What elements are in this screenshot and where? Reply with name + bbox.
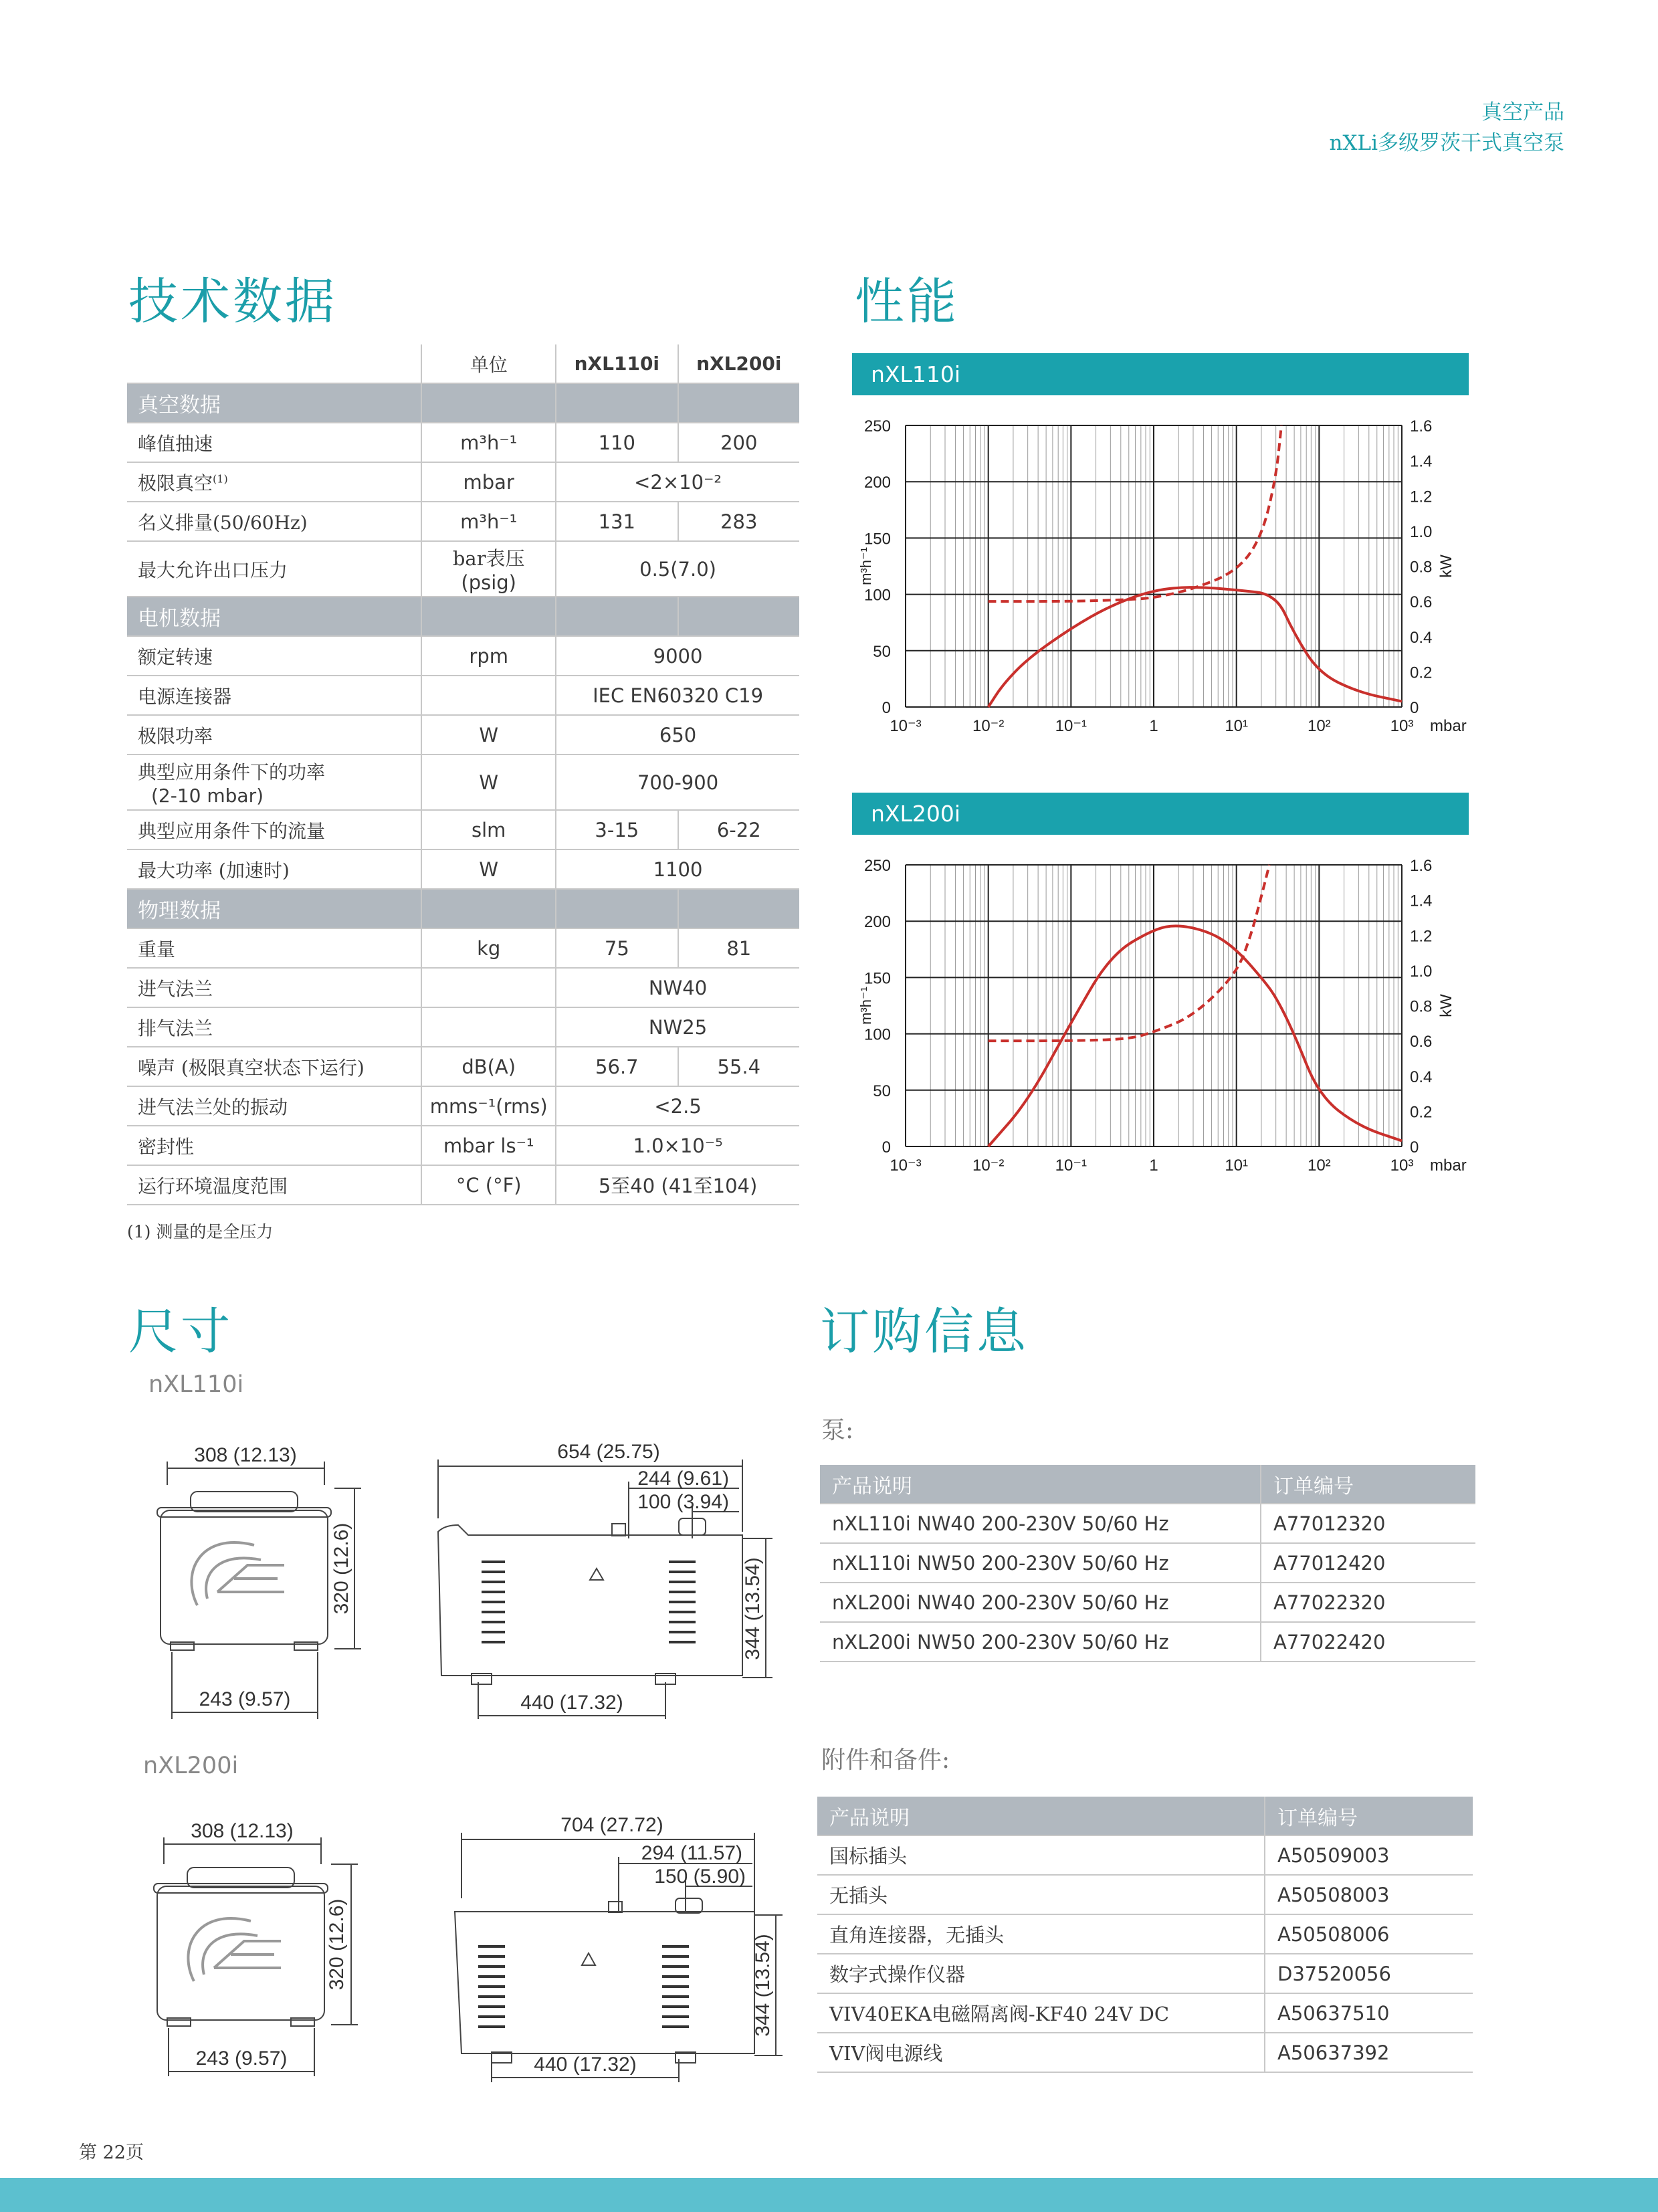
order-accessories-label: 附件和备件: <box>821 1746 950 1774</box>
x-tick-label: 10¹ <box>1225 717 1249 735</box>
drawing-110-side <box>428 1431 789 1719</box>
spec-row <box>127 968 799 1007</box>
spec-row <box>127 541 799 597</box>
x-tick-label: 10⁻¹ <box>1055 1157 1087 1175</box>
dim-offset-1: 294 (11.57) <box>641 1842 742 1864</box>
x-tick-label: 10⁻³ <box>890 1157 922 1175</box>
order-row <box>820 1504 1475 1543</box>
spec-value: NW25 <box>556 1007 799 1047</box>
y2-tick-label: 1.2 <box>1410 488 1433 506</box>
y-tick-label: 100 <box>863 1025 891 1044</box>
spec-row <box>127 462 799 502</box>
title-performance: 性能 <box>855 273 959 330</box>
spec-label: 密封性 <box>127 1126 421 1165</box>
pumping-speed-curve <box>989 587 1402 707</box>
order-desc: 国标插头 <box>817 1835 1265 1875</box>
y2-tick-label: 0 <box>1410 1138 1419 1157</box>
spec-value: 110 <box>556 423 678 462</box>
spec-unit: kg <box>421 928 556 968</box>
order-desc: nXL200i NW40 200-230V 50/60 Hz <box>820 1583 1261 1622</box>
title-ordering: 订购信息 <box>820 1303 1029 1361</box>
order-code: A50508003 <box>1265 1875 1473 1914</box>
dim-width: 308 (12.13) <box>194 1444 297 1466</box>
x-tick-label: 1 <box>1149 1157 1158 1175</box>
spec-value: 283 <box>678 502 799 541</box>
y-axis-label: m³h⁻¹ <box>857 547 874 585</box>
spec-head-200: nXL200i <box>678 344 799 383</box>
spec-table <box>127 344 799 1205</box>
order-row <box>820 1543 1475 1583</box>
spec-label: 进气法兰 <box>127 968 421 1007</box>
order-code: A77012320 <box>1261 1504 1475 1543</box>
order-row <box>820 1622 1475 1662</box>
spec-label: 噪声 (极限真空状态下运行) <box>127 1047 421 1086</box>
dim-side-height: 344 (13.54) <box>752 1934 774 2037</box>
spec-row <box>127 1047 799 1086</box>
pumping-speed-curve <box>989 926 1402 1146</box>
y-tick-label: 50 <box>873 1082 891 1100</box>
spec-label: 峰值抽速 <box>127 423 421 462</box>
spec-value: 75 <box>556 928 678 968</box>
order-head-desc: 产品说明 <box>817 1797 1265 1835</box>
y-tick-label: 150 <box>863 530 891 548</box>
spec-label: 极限功率 <box>127 715 421 755</box>
y2-tick-label: 1.6 <box>1410 417 1433 435</box>
spec-label: 名义排量(50/60Hz) <box>127 502 421 541</box>
spec-label: 进气法兰处的振动 <box>127 1086 421 1126</box>
spec-value: 1100 <box>556 849 799 889</box>
x-tick-label: 10⁻² <box>972 1157 1005 1175</box>
power-curve <box>989 425 1281 601</box>
x-axis-label: mbar <box>1430 717 1467 735</box>
order-code: A50509003 <box>1265 1835 1473 1875</box>
dims-model-110: nXL110i <box>148 1371 244 1398</box>
spec-unit: m³h⁻¹ <box>421 502 556 541</box>
chart-title-110: nXL110i <box>852 353 1469 395</box>
dim-foot: 440 (17.32) <box>534 2053 637 2076</box>
y2-tick-label: 0.6 <box>1410 1033 1433 1051</box>
y2-tick-label: 1.4 <box>1410 452 1433 471</box>
y-tick-label: 0 <box>882 1138 891 1157</box>
order-code: A50637510 <box>1265 1993 1473 2033</box>
spec-row <box>127 755 799 810</box>
spec-row <box>127 1086 799 1126</box>
title-dimensions: 尺寸 <box>128 1303 233 1361</box>
group-motor: 电机数据 <box>127 597 421 636</box>
x-tick-label: 10³ <box>1390 1157 1414 1175</box>
spec-row <box>127 1126 799 1165</box>
spec-unit: m³h⁻¹ <box>421 423 556 462</box>
order-desc: nXL200i NW50 200-230V 50/60 Hz <box>820 1622 1261 1662</box>
order-accessories-table <box>817 1797 1473 2073</box>
dim-foot: 440 (17.32) <box>520 1692 623 1714</box>
x-tick-label: 1 <box>1149 717 1158 735</box>
y2-tick-label: 0.8 <box>1410 997 1433 1016</box>
dim-length: 654 (25.75) <box>557 1441 660 1463</box>
order-code: A50508006 <box>1265 1914 1473 1954</box>
spec-value: 55.4 <box>678 1047 799 1086</box>
spec-value: 56.7 <box>556 1047 678 1086</box>
spec-unit: rpm <box>421 636 556 676</box>
order-pumps-table <box>820 1465 1475 1662</box>
dim-side-height: 344 (13.54) <box>742 1557 764 1660</box>
order-head-code: 订单编号 <box>1265 1797 1473 1835</box>
spec-row <box>127 715 799 755</box>
x-tick-label: 10² <box>1307 717 1331 735</box>
page-number: 第 22页 <box>79 2142 144 2163</box>
performance-chart-nxl200i <box>852 841 1481 1189</box>
order-row <box>817 1954 1473 1993</box>
spec-value: 1.0×10⁻⁵ <box>556 1126 799 1165</box>
spec-value: 5至40 (41至104) <box>556 1165 799 1205</box>
spec-unit <box>421 1007 556 1047</box>
title-tech-data: 技术数据 <box>128 273 337 330</box>
chart-title-200: nXL200i <box>852 793 1469 835</box>
y-tick-label: 250 <box>863 417 891 435</box>
spec-row <box>127 676 799 715</box>
y-tick-label: 200 <box>863 474 891 492</box>
spec-unit: mms⁻¹(rms) <box>421 1086 556 1126</box>
dim-height: 320 (12.6) <box>330 1522 352 1615</box>
x-tick-label: 10³ <box>1390 717 1414 735</box>
order-head-row <box>820 1465 1475 1504</box>
group-vacuum: 真空数据 <box>127 383 421 423</box>
footer-bar <box>0 2178 1658 2212</box>
spec-unit <box>421 968 556 1007</box>
spec-value: 200 <box>678 423 799 462</box>
dim-width: 308 (12.13) <box>191 1820 294 1842</box>
order-desc: 无插头 <box>817 1875 1265 1914</box>
x-tick-label: 10⁻² <box>972 717 1005 735</box>
order-desc: VIV40EKA电磁隔离阀-KF40 24V DC <box>817 1993 1265 2033</box>
drawing-200-front <box>134 1814 415 2082</box>
dim-offset-1: 244 (9.61) <box>637 1468 729 1490</box>
order-row <box>817 1875 1473 1914</box>
spec-label: 重量 <box>127 928 421 968</box>
spec-label: 典型应用条件下的流量 <box>127 810 421 849</box>
performance-chart-nxl110i <box>852 401 1481 749</box>
order-code: A77022420 <box>1261 1622 1475 1662</box>
order-code: A50637392 <box>1265 2033 1473 2072</box>
spec-unit <box>421 676 556 715</box>
spec-value: <2×10⁻² <box>556 462 799 502</box>
header-category: 真空产品 <box>1481 100 1564 124</box>
dim-offset-2: 150 (5.90) <box>654 1866 746 1888</box>
spec-label: 最大功率 (加速时) <box>127 849 421 889</box>
spec-unit: W <box>421 849 556 889</box>
y-axis-label: m³h⁻¹ <box>857 987 874 1025</box>
spec-label: 额定转速 <box>127 636 421 676</box>
spec-label: 最大允许出口压力 <box>127 541 421 597</box>
order-head-code: 订单编号 <box>1261 1465 1475 1504</box>
order-code: A77012420 <box>1261 1543 1475 1583</box>
order-row <box>817 1835 1473 1875</box>
dim-base: 243 (9.57) <box>199 1688 291 1710</box>
x-tick-label: 10¹ <box>1225 1157 1249 1175</box>
y2-tick-label: 0 <box>1410 699 1419 717</box>
spec-label: 电源连接器 <box>127 676 421 715</box>
y2-tick-label: 1.6 <box>1410 857 1433 875</box>
spec-unit: slm <box>421 810 556 849</box>
spec-unit: W <box>421 715 556 755</box>
y-tick-label: 250 <box>863 857 891 875</box>
spec-value: 81 <box>678 928 799 968</box>
order-desc: nXL110i NW50 200-230V 50/60 Hz <box>820 1543 1261 1583</box>
order-desc: nXL110i NW40 200-230V 50/60 Hz <box>820 1504 1261 1543</box>
spec-row <box>127 849 799 889</box>
y2-tick-label: 0.2 <box>1410 1103 1433 1122</box>
spec-value: IEC EN60320 C19 <box>556 676 799 715</box>
y2-tick-label: 0.6 <box>1410 593 1433 612</box>
y2-tick-label: 0.4 <box>1410 628 1433 647</box>
y-tick-label: 150 <box>863 969 891 988</box>
spec-row <box>127 928 799 968</box>
spec-row <box>127 502 799 541</box>
order-row <box>820 1583 1475 1622</box>
order-row <box>817 1993 1473 2033</box>
spec-value: 700-900 <box>556 755 799 810</box>
order-head-desc: 产品说明 <box>820 1465 1261 1504</box>
y2-axis-label: kW <box>1437 555 1455 578</box>
spec-unit: W <box>421 755 556 810</box>
spec-label: 排气法兰 <box>127 1007 421 1047</box>
order-row <box>817 2033 1473 2072</box>
drawing-200-side <box>428 1805 789 2086</box>
spec-unit: mbar <box>421 462 556 502</box>
y2-tick-label: 0.8 <box>1410 558 1433 577</box>
y2-tick-label: 1.4 <box>1410 892 1433 910</box>
order-code: A77022320 <box>1261 1583 1475 1622</box>
y-tick-label: 0 <box>882 699 891 717</box>
spec-value: 9000 <box>556 636 799 676</box>
spec-unit: bar表压 (psig) <box>421 541 556 597</box>
spec-row <box>127 810 799 849</box>
y2-tick-label: 1.0 <box>1410 962 1433 981</box>
dim-base: 243 (9.57) <box>195 2047 288 2070</box>
spec-label: 典型应用条件下的功率 (2-10 mbar) <box>127 755 421 810</box>
spec-unit: dB(A) <box>421 1047 556 1086</box>
dim-length: 704 (27.72) <box>560 1814 663 1836</box>
order-row <box>817 1914 1473 1954</box>
spec-head-110: nXL110i <box>556 344 678 383</box>
spec-row <box>127 1165 799 1205</box>
spec-footnote: (1) 测量的是全压力 <box>127 1222 274 1241</box>
y2-tick-label: 0.4 <box>1410 1068 1433 1086</box>
x-tick-label: 10⁻¹ <box>1055 717 1087 735</box>
drawing-110-front <box>134 1438 415 1719</box>
order-desc: 数字式操作仪器 <box>817 1954 1265 1993</box>
x-tick-label: 10⁻³ <box>890 717 922 735</box>
y2-tick-label: 1.0 <box>1410 522 1433 541</box>
spec-value: 650 <box>556 715 799 755</box>
header-product: nXLi多级罗茨干式真空泵 <box>1329 131 1564 155</box>
dim-offset-2: 100 (3.94) <box>637 1491 729 1513</box>
y-tick-label: 50 <box>873 642 891 661</box>
x-axis-label: mbar <box>1430 1157 1467 1175</box>
y2-axis-label: kW <box>1437 994 1455 1017</box>
order-desc: VIV阀电源线 <box>817 2033 1265 2072</box>
order-desc: 直角连接器，无插头 <box>817 1914 1265 1954</box>
spec-unit: mbar ls⁻¹ <box>421 1126 556 1165</box>
spec-row <box>127 1007 799 1047</box>
spec-row <box>127 636 799 676</box>
y2-tick-label: 0.2 <box>1410 664 1433 682</box>
spec-value: 6-22 <box>678 810 799 849</box>
dims-model-200: nXL200i <box>143 1752 239 1779</box>
y-tick-label: 200 <box>863 913 891 932</box>
y-tick-label: 100 <box>863 586 891 605</box>
spec-header-row <box>127 344 799 383</box>
spec-value: 131 <box>556 502 678 541</box>
spec-head-unit: 单位 <box>421 344 556 383</box>
group-physical: 物理数据 <box>127 889 421 928</box>
order-code: D37520056 <box>1265 1954 1473 1993</box>
spec-value: <2.5 <box>556 1086 799 1126</box>
order-head-row <box>817 1797 1473 1835</box>
spec-row <box>127 423 799 462</box>
spec-value: 3-15 <box>556 810 678 849</box>
order-pumps-label: 泵: <box>821 1417 854 1444</box>
dim-height: 320 (12.6) <box>326 1898 348 1991</box>
spec-label: 极限真空$^{(1)}$ <box>127 462 421 502</box>
y2-tick-label: 1.2 <box>1410 927 1433 946</box>
spec-unit: °C (°F) <box>421 1165 556 1205</box>
spec-value: NW40 <box>556 968 799 1007</box>
x-tick-label: 10² <box>1307 1157 1331 1175</box>
spec-value: 0.5(7.0) <box>556 541 799 597</box>
spec-label: 运行环境温度范围 <box>127 1165 421 1205</box>
